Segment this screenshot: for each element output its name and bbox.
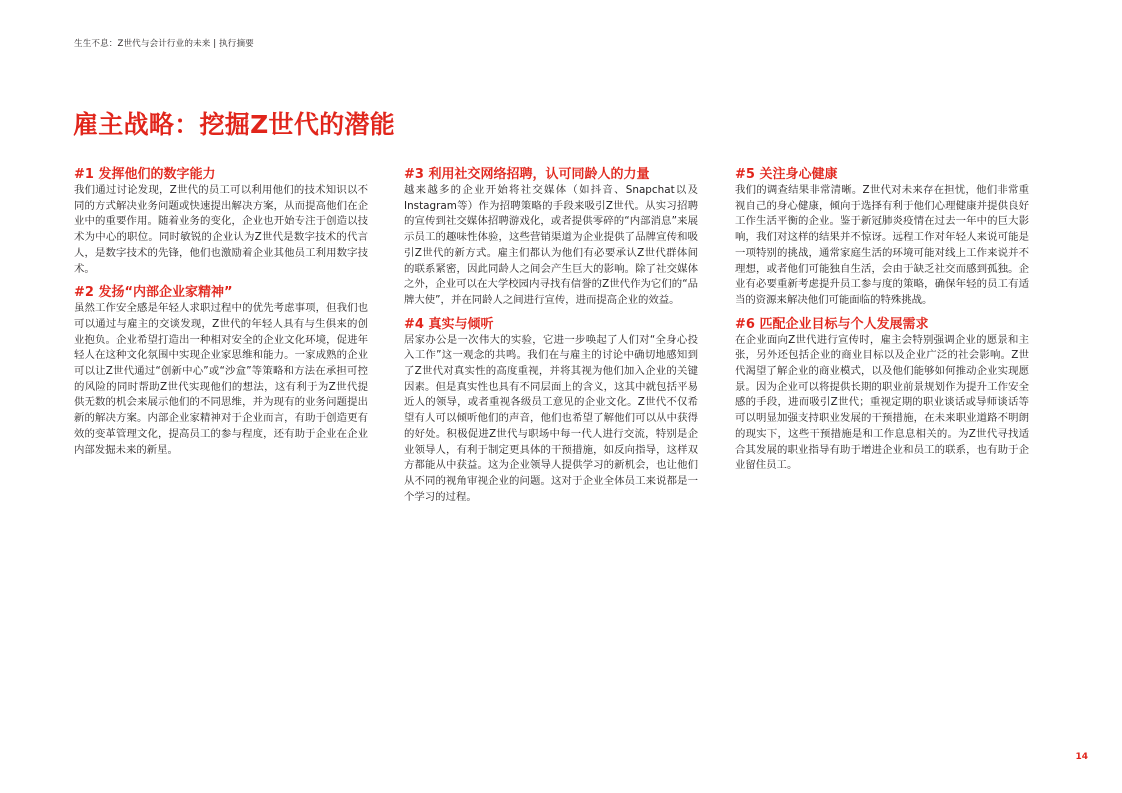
section-title: #2 发扬“内部企业家精神” bbox=[74, 285, 233, 301]
page-title: 雇主战略：挖掘Z世代的潜能 bbox=[73, 110, 396, 139]
section-body: 我们通过讨论发现，Z世代的员工可以利用他们的技术知识以不同的方式解决业务问题或快速提出解决方案，从而提高他们在企业中的重要作用。随着业务的变化，企业也开始专注于创造以技术为中心的职位。同时敏锐的企业认为Z世代是数字技术的代言人，是数字技术的先锋，他们也激励着企业其他员工利用数字技术。 bbox=[74, 184, 368, 275]
section-body: 我们的调查结果非常清晰。Z世代对未来存在担忧，他们非常重视自己的身心健康，倾向于选择有利于他们心理健康并提供良好工作生活平衡的企业。鉴于新冠肺炎疫情在过去一年中的巨大影响，我们对这样的结果并不惊讶。远程工作对年轻人来说可能是一项特别的挑战，通常家庭生活的环境可能对线上工作来说并不理想，或者他们可能独自生活，会由于缺乏社交而感到孤独。企业有必要重新考虑提升员工参与度的策略，确保年轻的员工有适当的资源来解决他们可能面临的特殊挑战。 bbox=[735, 184, 1029, 306]
column-right bbox=[735, 167, 1029, 474]
section-authenticity bbox=[404, 317, 698, 506]
section-body: 虽然工作安全感是年轻人求职过程中的优先考虑事项，但我们也可以通过与雇主的交谈发现，Z世代的年轻人具有与生俱来的创业抱负。企业希望打造出一种相对安全的企业文化环境，促进年轻人在这种文化氛围中实现企业家思维和能力。一家成熟的企业可以让Z世代通过“创新中心”或“沙盒”等策略和方法在承担可控的风险的同时帮助Z世代实现他们的想法，这有利于为Z世代提供无数的机会来展示他们的不同思维，并为现有的业务问题提出新的解决方案。内部企业家精神对于企业而言，有助于创造更有效的变革管理文化，提高员工的参与程度，还有助于企业在企业内部发掘未来的新星。 bbox=[74, 302, 368, 456]
section-digital-ability bbox=[74, 167, 368, 277]
section-title: #5 关注身心健康 bbox=[735, 167, 838, 182]
section-title: #4 真实与倾听 bbox=[404, 316, 494, 332]
page-number: 14 bbox=[1075, 752, 1088, 762]
section-body: 居家办公是一次伟大的实验，它进一步唤起了人们对“全身心投入工作”这一观念的共鸣。我们在与雇主的讨论中确切地感知到了Z世代对真实性的高度重视，并将其视为他们加入企业的关键因素。但是真实性也具有不同层面上的含义，这其中就包括平易近人的领导，或者重视各级员工意见的企业文化。Z世代不仅希望有人可以倾听他们的声音，他们也希望了解他们可以从中获得的好处。积极促进Z世代与职场中每一代人进行交流，特别是企业领导人，有利于制定更具体的干预措施，如反向指导，这样双方都能从中获益。这为企业领导人提供学习的新机会，也让他们从不同的视角审视企业的问题。这对于企业全体员工来说都是一个学习的过程。 bbox=[404, 333, 698, 503]
section-title: #1 发挥他们的数字能力 bbox=[74, 167, 216, 182]
section-title: #3 利用社交网络招聘，认可同龄人的力量 bbox=[404, 167, 650, 182]
column-left bbox=[74, 167, 368, 458]
section-title: #6 匹配企业目标与个人发展需求 bbox=[735, 316, 929, 332]
column-middle bbox=[404, 167, 698, 505]
section-body: 越来越多的企业开始将社交媒体（如抖音、Snapchat以及Instagram等）作为招聘策略的手段来吸引Z世代。从实习招聘的宣传到社交媒体招聘游戏化，或者提供零碎的“内部消息”来展示员工的趣味性体验，这些营销渠道为企业提供了品牌宣传和吸引Z世代的新方式。雇主们都认为他们有必要承认Z世代群体间的联系紧密，因此同龄人之间会产生巨大的影响。除了社交媒体之外，企业可以在大学校园内寻找有信誉的Z世代作为它们的“品牌大使”，并在同龄人之间进行宣传，进而提高企业的效益。 bbox=[404, 184, 698, 306]
section-purpose-alignment bbox=[735, 317, 1029, 474]
section-body: 在企业面向Z世代进行宣传时，雇主会特别强调企业的愿景和主张，另外还包括企业的商业目标以及企业广泛的社会影响。Z世代渴望了解企业的商业模式，以及他们能够如何推动企业实现愿景。因为企业可以将提供长期的职业前景规划作为提升工作安全感的手段，进而吸引Z世代；重视定期的职业谈话或导师谈话等可以明显加强支持职业发展的干预措施，在未来职业道路不明朗的现实下，这些干预措施是和工作息息相关的。为Z世代寻找适合其发展的职业指导有助于增进企业和员工的联系，也有助于企业留住员工。 bbox=[735, 333, 1029, 472]
section-social-recruiting bbox=[404, 167, 698, 309]
section-intrapreneurship bbox=[74, 285, 368, 458]
section-wellbeing bbox=[735, 167, 1029, 309]
running-header: 生生不息：Z世代与会计行业的未来 | 执行摘要 bbox=[74, 39, 254, 49]
